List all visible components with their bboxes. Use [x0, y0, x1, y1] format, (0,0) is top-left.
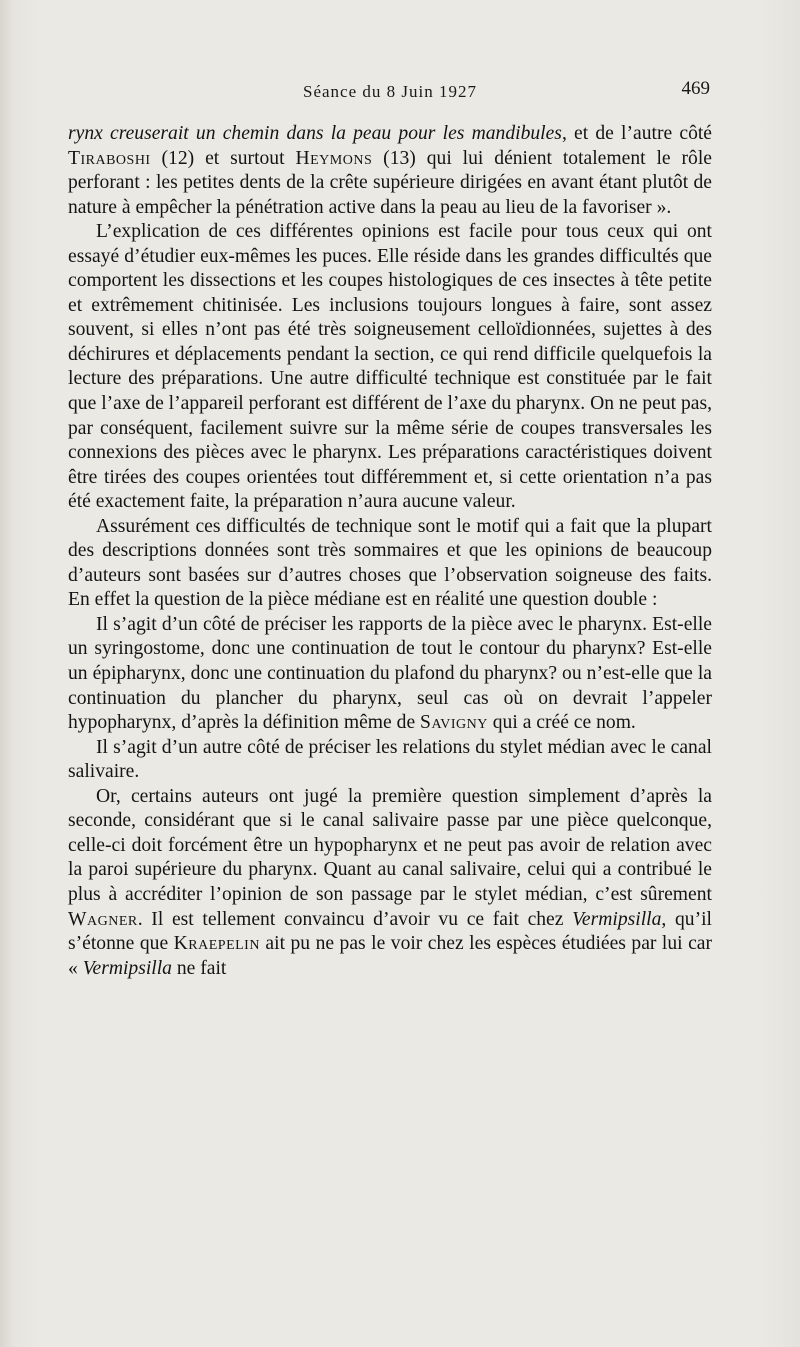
author-name: Savigny	[420, 712, 488, 734]
author-name: Tiraboshi	[68, 147, 151, 169]
text-run: (12) et surtout	[150, 147, 296, 169]
page-header	[68, 78, 712, 108]
paragraph	[68, 515, 712, 613]
author-name: Heymons	[295, 147, 373, 169]
page-number: 469	[681, 78, 710, 99]
text-run: , qu’il s’étonne que	[68, 908, 712, 955]
text-run: Il s’agit d’un autre côté de préciser les relations du stylet médian avec le canal salivaire.	[68, 736, 712, 783]
paragraph	[68, 220, 712, 515]
text-run: Or, certains auteurs ont jugé la première question simplement d’après la seconde, considérant que si le canal salivaire passe par une pièce quelconque, celle-ci doit forcément être un hypopharynx et ne peut pas avoir de relation avec la paroi supérieure du pharynx. Quant au canal salivaire, celui qui a contribué le plus à accréditer l’opinion de son passage par le stylet médian, c’est sûrement	[68, 785, 712, 905]
italic-text: Vermipsilla	[572, 908, 662, 930]
text-run: , et de l’autre côté	[561, 123, 713, 144]
text-run: Il s’agit d’un côté de préciser les rapports de la pièce avec le pharynx. Est-elle un syringostome, donc une continuation de tout le contour du pharynx? Est-elle un épipharynx, donc une continuation du plafond du pharynx? ou n’est-elle que la continuation du plancher du pharynx, seul cas où on devrait l’appeler hypopharynx, d’après la définition même de	[68, 613, 712, 734]
paragraph	[68, 122, 712, 220]
paragraph	[68, 736, 712, 785]
text-run: Assurément ces difficultés de technique sont le motif qui a fait que la plupart des descriptions données sont très sommaires et que les opinions de beaucoup d’auteurs sont basées sur d’autres choses que l’observation soigneuse des faits. En effet la question de la pièce médiane est en réalité une question double :	[68, 515, 712, 611]
author-name: Kraepelin	[173, 933, 260, 955]
body-text	[68, 122, 712, 981]
text-run: . Il est tellement convaincu d’avoir vu ce fait chez	[137, 908, 573, 930]
paragraph	[68, 785, 712, 981]
text-run: qui a créé ce nom.	[487, 712, 636, 734]
italic-text: rynx creuserait un chemin dans la peau pour les mandibules	[68, 123, 562, 144]
running-head: Séance du 8 Juin 1927	[303, 82, 477, 101]
italic-text: Vermipsilla	[82, 957, 172, 979]
text-run: L’explication de ces différentes opinions est facile pour tous ceux qui ont essayé d’étudier eux-mêmes les puces. Elle réside dans les grandes difficultés que comportent les dissections et les coupes histologiques de ces insectes à tête petite et extrêmement chitinisée. Les inclusions toujours longues à faire, sont assez souvent, si elles n’ont pas été très soigneusement celloïdionnées, sujettes à des déchirures et déplacements pendant la section, ce qui rend difficile quelquefois la lecture des préparations. Une autre difficulté technique est constituée par le fait que l’axe de l’appareil perforant est différent de l’axe du pharynx. On ne peut pas, par conséquent, facilement suivre sur la même série de coupes transversales les connexions des pièces avec le pharynx. Les préparations caractéristiques doivent être tirées des coupes orientées tout différemment et, si cette orientation n’a pas été exactement faite, la préparation n’aura aucune valeur.	[68, 221, 712, 513]
paragraph	[68, 613, 712, 736]
text-run: (13) qui lui dénient totalement le rôle perforant : les petites dents de la crête supérieure dirigées en avant étant plutôt de nature à empêcher la pénétration active dans la peau au lieu de la favoriser ».	[68, 147, 712, 218]
text-run: ait pu ne pas le voir chez les espèces étudiées par lui car «	[68, 933, 712, 979]
text-run: ne fait	[171, 957, 227, 979]
author-name: Wagner	[68, 908, 138, 930]
